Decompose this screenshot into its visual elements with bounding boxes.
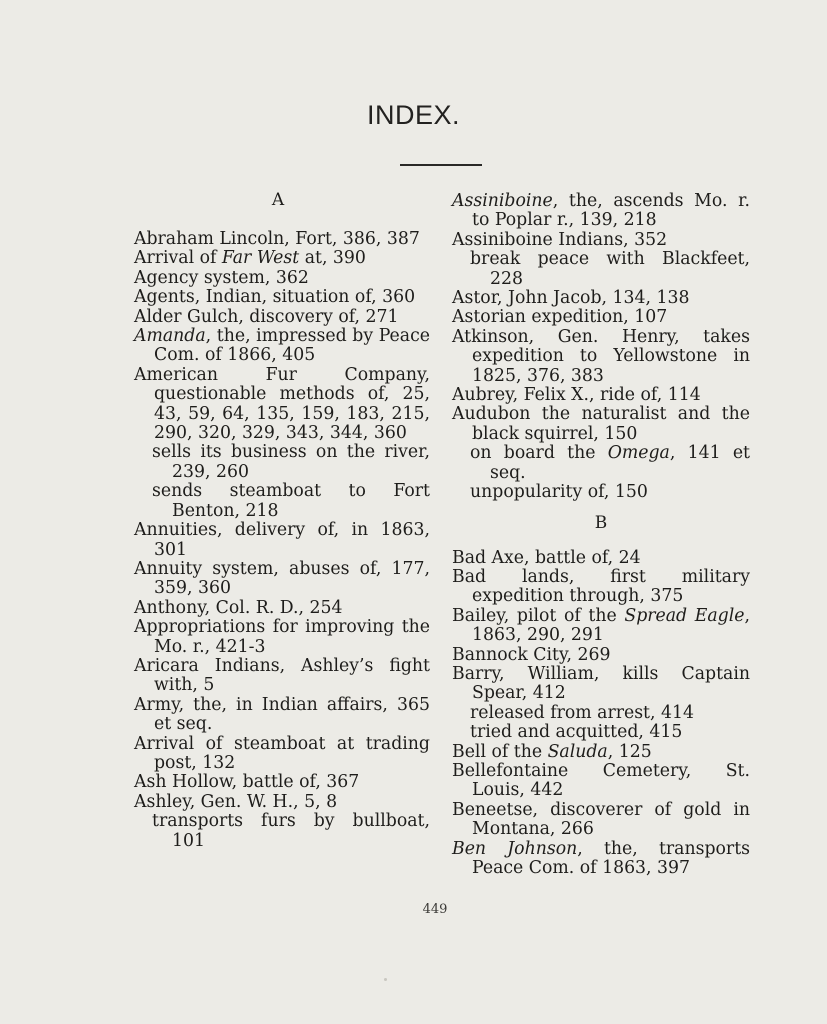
index-entry bbox=[452, 568, 750, 607]
entry-text: , the, ascends Mo. r. to Poplar r., 139, 218 bbox=[472, 191, 750, 231]
italic-title: Amanda bbox=[134, 326, 206, 347]
index-entry bbox=[452, 801, 750, 840]
index-subentry bbox=[134, 443, 430, 482]
page-title: INDEX. bbox=[366, 100, 461, 130]
index-entry bbox=[134, 599, 430, 618]
index-entry bbox=[452, 762, 750, 801]
index-entry bbox=[452, 665, 750, 704]
index-entry bbox=[134, 269, 430, 288]
index-subentry bbox=[452, 704, 750, 723]
index-entry bbox=[134, 560, 430, 599]
index-entry bbox=[134, 735, 430, 774]
entry-text: Anthony, Col. R. D., 254 bbox=[134, 597, 343, 618]
italic-title: Assiniboine bbox=[452, 191, 553, 211]
entry-text: Astor, John Jacob, 134, 138 bbox=[452, 288, 690, 309]
entry-text: sends steamboat to Fort Benton, 218 bbox=[152, 481, 430, 521]
entry-text: Aubrey, Felix X., ride of, 114 bbox=[452, 385, 701, 406]
entry-text: Army, the, in Indian affairs, 365 et seq. bbox=[134, 694, 430, 735]
index-entry bbox=[134, 696, 430, 735]
entry-text: , 141 et seq. bbox=[490, 443, 750, 483]
index-entry bbox=[134, 327, 430, 366]
entry-text: , the, transports Peace Com. of 1863, 397 bbox=[472, 838, 751, 878]
index-entry bbox=[452, 308, 750, 327]
entry-text: Bailey, pilot of the bbox=[452, 605, 625, 626]
index-entry bbox=[452, 289, 750, 308]
index-entry bbox=[452, 192, 750, 231]
index-subentry bbox=[134, 482, 430, 521]
entry-text: Aricara Indians, Ashley’s fight with, 5 bbox=[134, 655, 430, 696]
entry-text: tried and acquitted, 415 bbox=[470, 722, 683, 743]
index-entry bbox=[452, 405, 750, 444]
entry-text: transports furs by bullboat, 101 bbox=[152, 811, 430, 851]
entry-text: Annuity system, abuses of, 177, 359, 360 bbox=[134, 558, 430, 599]
index-subentry bbox=[452, 483, 750, 502]
italic-title: Spread Eagle bbox=[624, 605, 745, 626]
entry-text: , 125 bbox=[607, 741, 652, 762]
index-entry bbox=[452, 231, 750, 250]
entry-text: American Fur Company, questionable methods of, 25, 43, 59, 64, 135, 159, 183, 215, 290, 320, 329, 343, 344, 360 bbox=[134, 364, 430, 444]
entry-text: on board the bbox=[470, 443, 608, 464]
index-entry bbox=[134, 249, 430, 268]
index-subentry bbox=[452, 723, 750, 742]
entry-text: , 1863, 290, 291 bbox=[472, 605, 750, 646]
entry-text: Appropriations for improving the Mo. r., 421-3 bbox=[134, 617, 430, 657]
index-entry bbox=[452, 386, 750, 405]
entry-text: Ashley, Gen. W. H., 5, 8 bbox=[134, 791, 338, 812]
entry-text: Arrival of steamboat at trading post, 132 bbox=[134, 733, 430, 773]
title-rule bbox=[400, 164, 482, 166]
paper-speck bbox=[384, 978, 387, 981]
index-entry bbox=[134, 618, 430, 657]
index-entry bbox=[134, 657, 430, 696]
entry-text: break peace with Blackfeet, 228 bbox=[470, 249, 750, 289]
entry-text: Ash Hollow, battle of, 367 bbox=[134, 772, 360, 793]
index-subentry bbox=[452, 250, 750, 289]
entry-text: Atkinson, Gen. Henry, takes expedition to Yellowstone in 1825, 376, 383 bbox=[452, 326, 750, 386]
index-entry bbox=[452, 840, 750, 879]
index-entry bbox=[452, 646, 750, 665]
entry-text: at, 390 bbox=[299, 248, 366, 269]
index-column-left bbox=[134, 190, 430, 851]
index-entry bbox=[134, 793, 430, 812]
index-column-right bbox=[452, 192, 750, 878]
index-entry bbox=[452, 607, 750, 646]
entry-text: Arrival of bbox=[134, 248, 222, 269]
entry-text: Bellefontaine Cemetery, St. Louis, 442 bbox=[452, 760, 750, 801]
entry-text: Bell of the bbox=[452, 741, 548, 762]
section-letter-b: B bbox=[594, 512, 608, 533]
entry-text: Bad lands, first military expedition through, 375 bbox=[452, 566, 750, 607]
entry-text: Agents, Indian, situation of, 360 bbox=[134, 287, 416, 308]
index-subentry bbox=[134, 812, 430, 851]
italic-title: Far West bbox=[221, 248, 300, 269]
entry-text: Audubon the naturalist and the black squirrel, 150 bbox=[452, 404, 750, 444]
entry-text: unpopularity of, 150 bbox=[470, 482, 648, 503]
italic-title: Omega bbox=[607, 443, 670, 464]
italic-title: Ben Johnson bbox=[452, 838, 578, 859]
entry-text: sells its business on the river, 239, 260 bbox=[152, 442, 430, 482]
entry-list-a-right bbox=[452, 192, 750, 503]
index-subentry bbox=[452, 444, 750, 483]
index-entry bbox=[134, 773, 430, 792]
index-entry bbox=[134, 366, 430, 444]
index-entry bbox=[134, 230, 430, 249]
italic-title: Saluda bbox=[547, 741, 608, 762]
index-entry bbox=[134, 521, 430, 560]
entry-text: Astorian expedition, 107 bbox=[452, 307, 668, 328]
section-letter-a: A bbox=[271, 190, 285, 210]
entry-text: , the, impressed by Peace Com. of 1866, 405 bbox=[154, 326, 430, 366]
index-entry bbox=[452, 549, 750, 568]
entry-text: Alder Gulch, discovery of, 271 bbox=[134, 306, 399, 327]
index-entry bbox=[134, 308, 430, 327]
entry-list-b bbox=[452, 549, 750, 879]
entry-text: Annuities, delivery of, in 1863, 301 bbox=[134, 520, 430, 560]
index-entry bbox=[134, 288, 430, 307]
entry-list-a-left bbox=[134, 230, 430, 851]
page-number: 449 bbox=[422, 902, 448, 917]
entry-text: Barry, William, kills Captain Spear, 412 bbox=[452, 663, 750, 704]
entry-text: Assiniboine Indians, 352 bbox=[452, 229, 668, 250]
entry-text: Abraham Lincoln, Fort, 386, 387 bbox=[134, 229, 420, 249]
index-entry bbox=[452, 328, 750, 386]
entry-text: Bannock City, 269 bbox=[452, 644, 611, 665]
entry-text: Bad Axe, battle of, 24 bbox=[452, 547, 641, 568]
entry-text: Agency system, 362 bbox=[134, 267, 309, 288]
entry-text: Beneetse, discoverer of gold in Montana, 266 bbox=[452, 799, 750, 840]
index-entry bbox=[452, 743, 750, 762]
entry-text: released from arrest, 414 bbox=[470, 702, 694, 723]
